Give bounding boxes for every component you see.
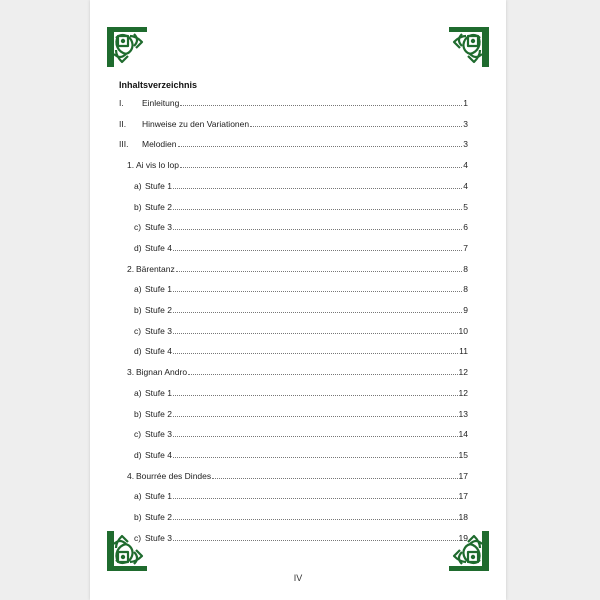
toc-entry-page: 11 [459,346,468,357]
toc-entry-label: Stufe 2 [145,201,172,212]
toc-entry-label: Ai vis lo lop [136,160,179,171]
toc-entry-number: d) [134,242,142,253]
toc-entry-page: 12 [458,367,468,378]
toc-entry-number: I. [119,98,124,108]
toc-entry-number: c) [134,532,142,543]
toc-entry-page: 7 [463,242,468,253]
toc-entry-number: a) [134,180,142,191]
toc-entry-label: Stufe 3 [145,325,172,336]
toc-entry-page: 13 [458,408,468,419]
toc-entry-number: c) [134,325,142,336]
toc-entry-page: 4 [463,160,468,171]
toc-entry[interactable] [134,345,468,357]
toc-entry-number: II. [119,118,127,129]
toc-leader-dots [178,145,463,147]
toc-leader-dots [173,518,458,520]
toc-leader-dots [212,477,457,479]
toc-leader-dots [173,290,462,292]
toc-leader-dots [173,311,462,313]
toc-entry-label: Einleitung [142,98,180,108]
toc-entry-number: 3. [127,367,135,378]
celtic-knot-corner-icon [104,24,150,70]
toc-entry-label: Bourrée des Dindes [136,470,212,481]
toc-entry-number: b) [134,305,142,315]
toc-leader-dots [173,187,462,189]
toc-leader-dots [173,249,462,251]
toc-entry-page: 4 [463,180,468,191]
toc-entry[interactable] [134,408,468,420]
toc-entry[interactable] [134,221,468,233]
toc-entry-number: a) [134,491,142,502]
toc-leader-dots [173,228,462,230]
toc-entry-page: 1 [463,98,468,108]
toc-entry-page: 18 [458,512,468,522]
toc-entry[interactable] [134,283,468,295]
toc-entry[interactable] [119,97,468,109]
toc-leader-dots [173,352,458,354]
toc-entry-number: a) [134,284,142,295]
toc-entry-number: b) [134,512,142,522]
document-page [90,0,506,600]
toc-entry-number: b) [134,201,142,212]
toc-entry[interactable] [134,201,468,213]
toc-entry-page: 8 [463,284,468,295]
toc-entry-label: Stufe 1 [145,491,172,502]
toc-entry-number: c) [134,222,142,233]
toc-entry[interactable] [119,138,468,150]
toc-leader-dots [250,125,462,127]
toc-title: Inhaltsverzeichnis [119,80,198,90]
toc-leader-dots [173,435,458,437]
toc-entry-number: b) [134,408,142,419]
toc-entry[interactable] [134,532,468,544]
toc-leader-dots [173,415,458,417]
toc-leader-dots [173,539,458,541]
toc-entry-label: Stufe 1 [145,180,172,191]
toc-entry-label: Stufe 3 [145,532,172,543]
toc-entry[interactable] [134,387,468,399]
toc-leader-dots [188,373,457,375]
toc-entry-label: Stufe 4 [145,449,172,460]
toc-entry-number: 4. [127,470,135,481]
toc-entry-number: III. [119,139,129,150]
toc-entry[interactable] [134,325,468,337]
toc-entry-page: 12 [458,387,468,398]
toc-leader-dots [173,332,458,334]
toc-entry-page: 6 [463,222,468,233]
toc-entry-label: Stufe 3 [145,222,172,233]
toc-entry-label: Hinweise zu den Variationen [142,118,250,129]
toc-entry-label: Stufe 4 [145,346,172,357]
toc-entry-page: 8 [463,263,468,274]
toc-entry[interactable] [134,449,468,461]
toc-entry[interactable] [134,180,468,192]
toc-entry[interactable] [127,263,468,275]
toc-leader-dots [173,208,462,210]
toc-entry-page: 5 [463,201,468,212]
toc-entry-page: 9 [463,305,468,315]
toc-entry-number: a) [134,387,142,398]
toc-entry-page: 15 [458,449,468,460]
toc-entry[interactable] [134,490,468,502]
toc-leader-dots [173,497,458,499]
toc-entry-number: 2. [127,263,135,274]
toc-entry[interactable] [134,511,468,523]
toc-entry-label: Stufe 2 [145,408,172,419]
toc-entry-number: d) [134,449,142,460]
toc-leader-dots [180,166,462,168]
toc-entry-label: Stufe 4 [145,242,172,253]
toc-leader-dots [173,394,458,396]
toc-entry[interactable] [134,428,468,440]
toc-entry-number: d) [134,346,142,357]
toc-entry-page: 3 [463,118,468,129]
toc-entry-page: 14 [458,429,468,440]
toc-entry-label: Bärentanz [136,263,175,274]
celtic-knot-corner-icon [446,24,492,70]
toc-entry-label: Stufe 2 [145,512,172,522]
toc-entry[interactable] [127,366,468,378]
toc-entry-page: 17 [458,491,468,502]
toc-entry[interactable] [119,118,468,130]
toc-entry-page: 19 [458,532,468,543]
toc-entry[interactable] [127,159,468,171]
toc-entry-label: Bignan Andro [136,367,188,378]
toc-entry-label: Stufe 1 [145,387,172,398]
toc-entry-label: Stufe 3 [145,429,172,440]
toc-entry-number: c) [134,429,142,440]
toc-entry-page: 10 [458,325,468,336]
toc-entry[interactable] [134,304,468,316]
toc-entry-label: Stufe 2 [145,305,172,315]
toc-leader-dots [176,270,463,272]
toc-entry-number: 1. [127,160,135,171]
toc-entry-page: 3 [463,139,468,150]
toc-entry-label: Stufe 1 [145,284,172,295]
page-number: IV [293,573,303,583]
toc-leader-dots [173,456,458,458]
toc-entry-label: Melodien [142,139,177,150]
toc-entry-page: 17 [458,470,468,481]
toc-leader-dots [180,104,462,106]
toc-entry[interactable] [134,242,468,254]
toc-entry[interactable] [127,470,468,482]
